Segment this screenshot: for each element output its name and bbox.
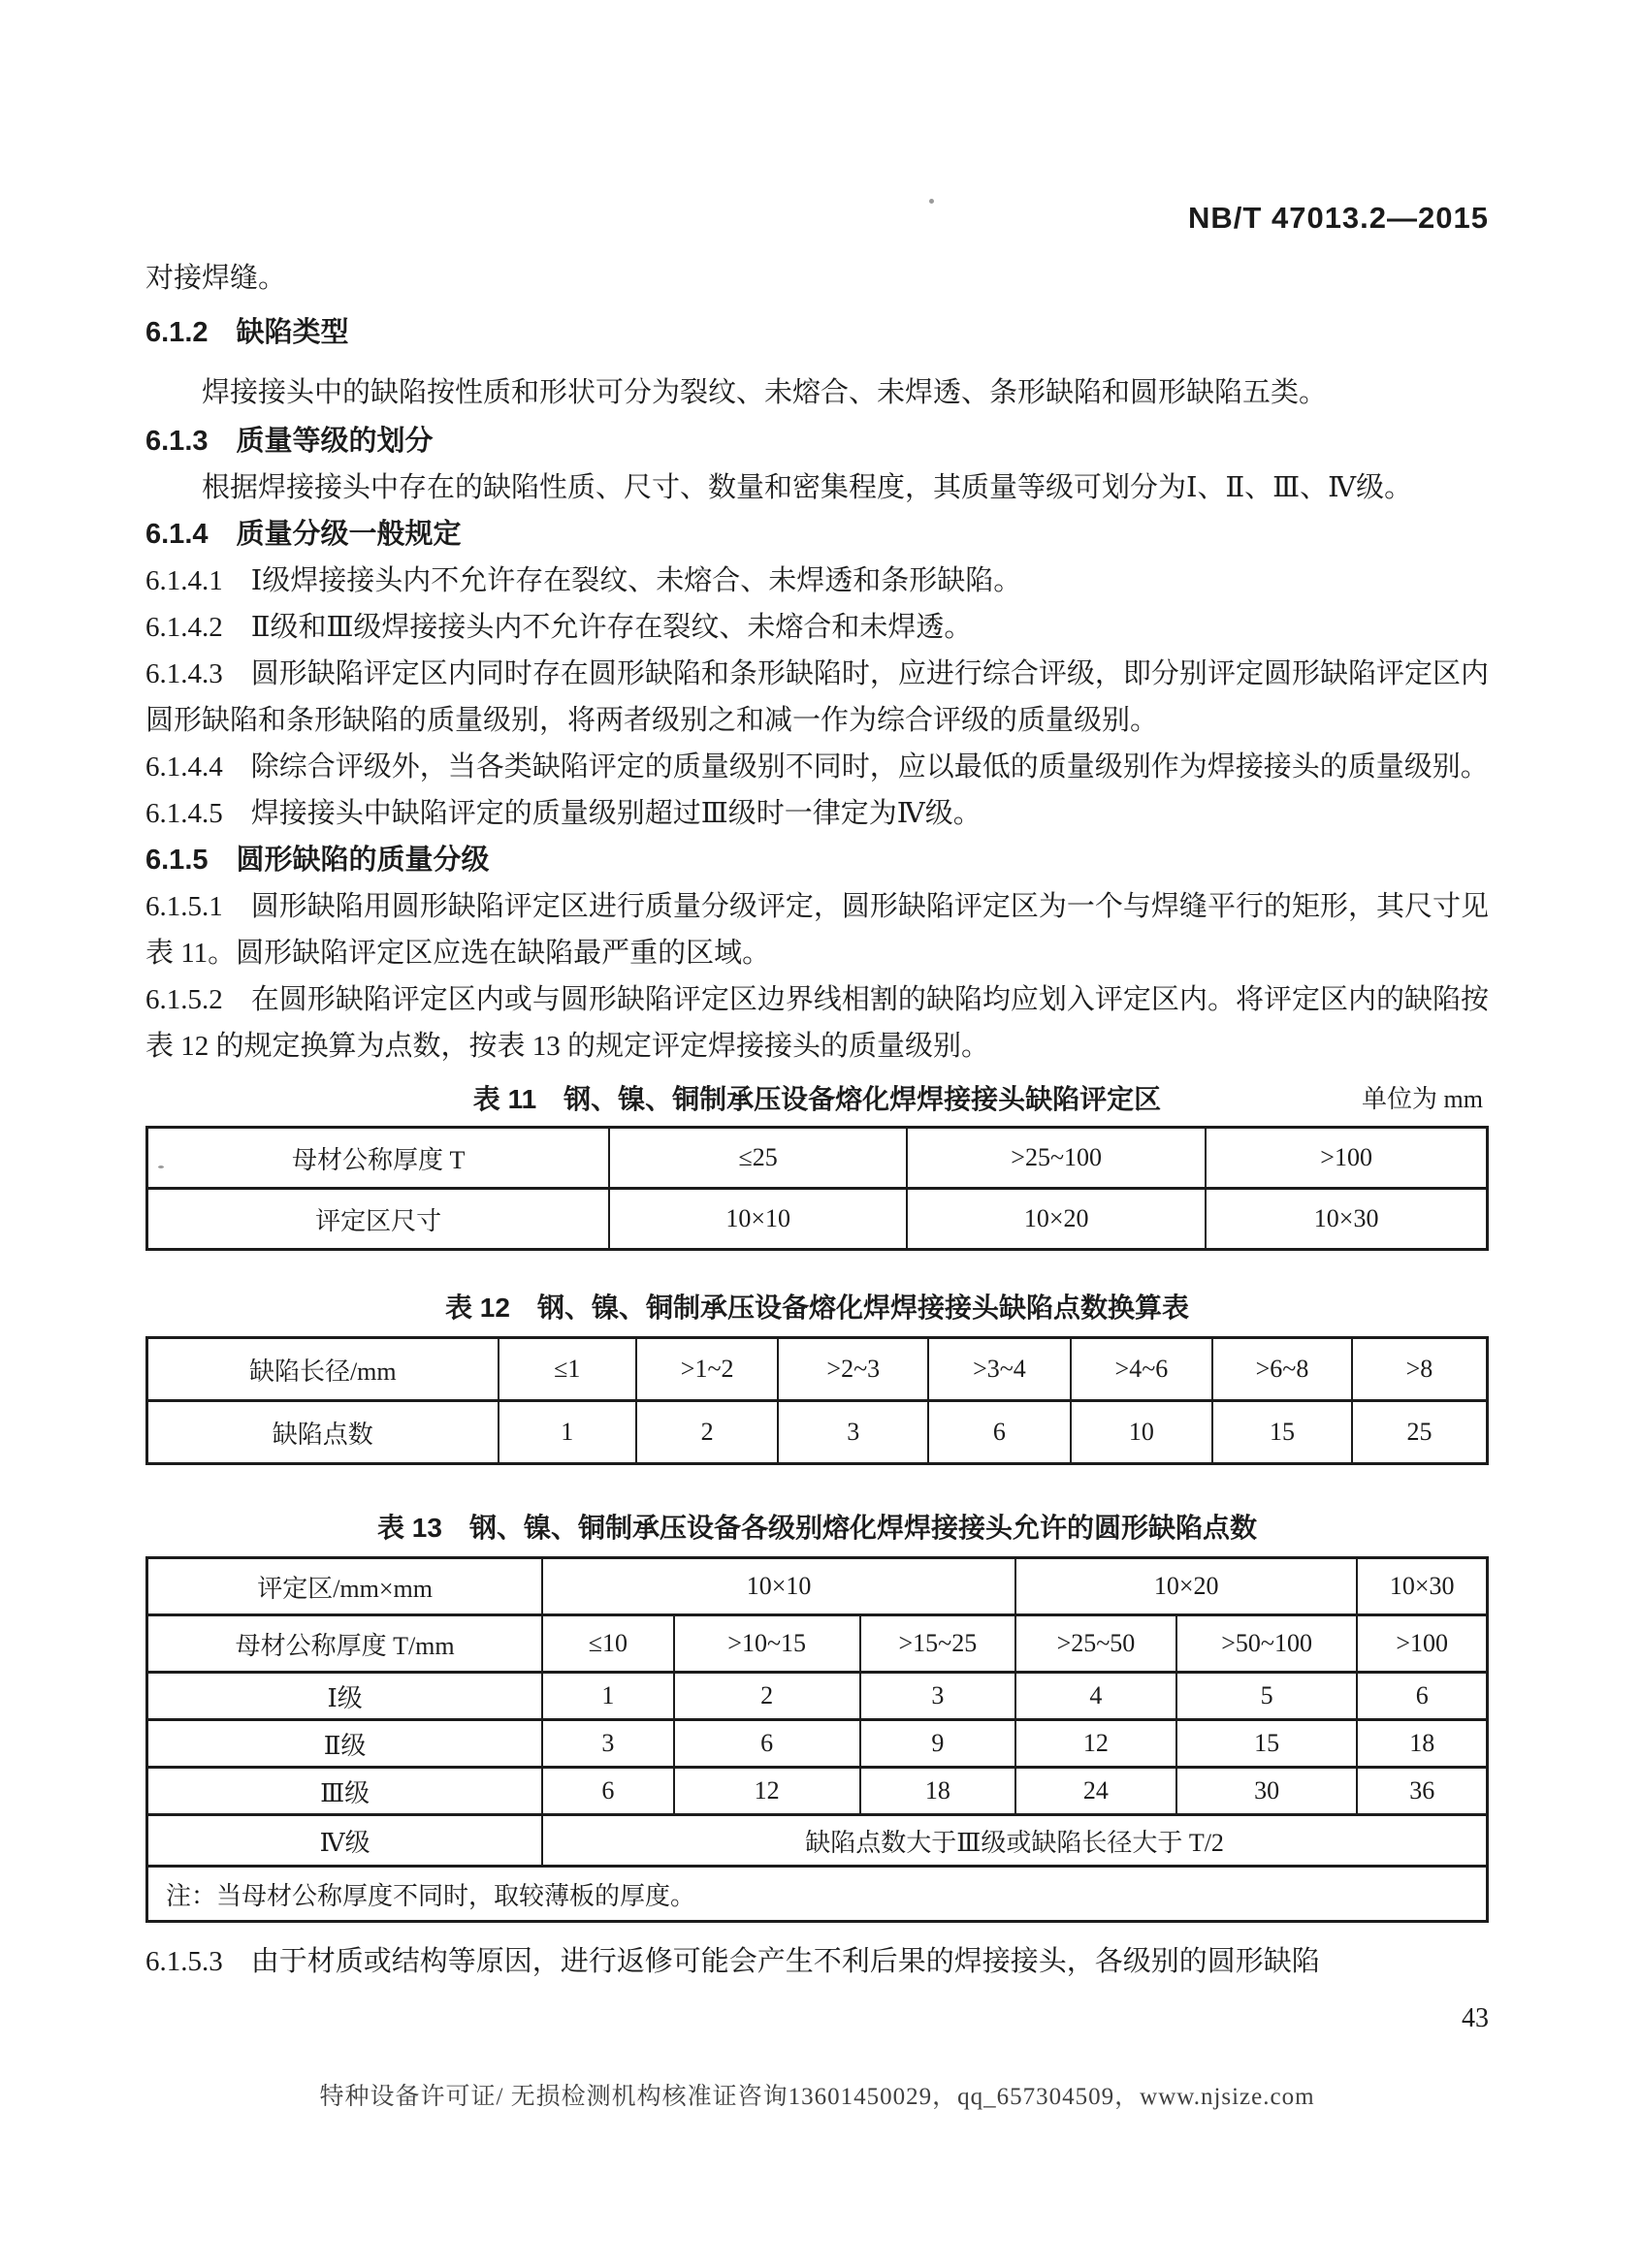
table-cell: >2~3 [778, 1338, 928, 1401]
table-row [147, 1401, 1488, 1464]
table-cell: 缺陷长径/mm [147, 1338, 499, 1401]
table13-caption: 表 13 钢、镍、铜制承压设备各级别熔化焊焊接接头允许的圆形缺陷点数 [377, 1513, 1257, 1543]
clause-6144: 6.1.4.4 除综合评级外，当各类缺陷评定的质量级别不同时，应以最低的质量级别作为焊接接头的质量级别。 [145, 751, 1489, 783]
table-row [147, 1128, 1488, 1189]
table-row [147, 1615, 1488, 1673]
table-cell: 10×10 [542, 1558, 1015, 1615]
table-cell: 10×20 [907, 1189, 1206, 1250]
table-cell: 2 [636, 1401, 778, 1464]
table-cell: 12 [674, 1768, 860, 1815]
section-heading-613: 6.1.3 质量等级的划分 [145, 426, 434, 457]
table-cell: 15 [1176, 1720, 1358, 1768]
clause-6141: 6.1.4.1 Ⅰ级焊接接头内不允许存在裂纹、未熔合、未焊透和条形缺陷。 [145, 565, 1022, 596]
table-row [147, 1768, 1488, 1815]
table-cell: ≤10 [542, 1615, 673, 1673]
clause-6143: 6.1.4.3 圆形缺陷评定区内同时存在圆形缺陷和条形缺陷时，应进行综合评级，即分别评定圆形缺陷评定区内圆形缺陷和条形缺陷的质量级别，将两者级别之和减一作为综合评级的质量级别。 [145, 658, 1489, 736]
table-cell: Ⅳ级 [147, 1815, 543, 1867]
table-cell: 3 [542, 1720, 673, 1768]
clause-6142: 6.1.4.2 Ⅱ级和Ⅲ级焊接接头内不允许存在裂纹、未熔合和未焊透。 [145, 612, 973, 643]
table-cell: >8 [1352, 1338, 1488, 1401]
table-cell: 3 [778, 1401, 928, 1464]
table-cell: 评定区/mm×mm [147, 1558, 543, 1615]
table-cell: 25 [1352, 1401, 1488, 1464]
table-cell: 24 [1015, 1768, 1176, 1815]
page-number: 43 [1462, 2003, 1489, 2033]
table-cell: 36 [1357, 1768, 1487, 1815]
table-cell: 3 [860, 1673, 1015, 1720]
table-cell: >6~8 [1212, 1338, 1352, 1401]
table-cell: 6 [542, 1768, 673, 1815]
table12 [145, 1336, 1489, 1465]
table-cell: 母材公称厚度 T [147, 1128, 610, 1189]
table11-caption-row [145, 1079, 1489, 1120]
table-cell: >50~100 [1176, 1615, 1358, 1673]
table-cell: 10×10 [609, 1189, 907, 1250]
table13 [145, 1556, 1489, 1923]
table-cell: 6 [1357, 1673, 1487, 1720]
table-cell: 18 [1357, 1720, 1487, 1768]
scan-speck [158, 1166, 164, 1168]
table-cell: 6 [928, 1401, 1070, 1464]
clause-6145: 6.1.4.5 焊接接头中缺陷评定的质量级别超过Ⅲ级时一律定为Ⅳ级。 [145, 798, 982, 829]
table-cell: 2 [674, 1673, 860, 1720]
clause-6152: 6.1.5.2 在圆形缺陷评定区内或与圆形缺陷评定区边界线相割的缺陷均应划入评定区内。将评定区内的缺陷按表 12 的规定换算为点数，按表 13 的规定评定焊接接头的质量级别。 [145, 984, 1489, 1062]
table-cell: Ⅱ级 [147, 1720, 543, 1768]
table-cell: 1 [499, 1401, 636, 1464]
table12-caption-row [145, 1288, 1489, 1328]
table-row [147, 1867, 1488, 1922]
table-cell: 6 [674, 1720, 860, 1768]
table-cell: 30 [1176, 1768, 1358, 1815]
table-cell: >1~2 [636, 1338, 778, 1401]
table-cell: 15 [1212, 1401, 1352, 1464]
table12-caption: 表 12 钢、镍、铜制承压设备熔化焊焊接接头缺陷点数换算表 [445, 1293, 1189, 1323]
section-heading-612: 6.1.2 缺陷类型 [145, 317, 349, 348]
paragraph: 根据焊接接头中存在的缺陷性质、尺寸、数量和密集程度，其质量等级可划分为Ⅰ、Ⅱ、Ⅲ、Ⅳ级。 [202, 472, 1413, 503]
table-cell: 9 [860, 1720, 1015, 1768]
table-cell: >10~15 [674, 1615, 860, 1673]
table-row [147, 1815, 1488, 1867]
table-cell: 10 [1071, 1401, 1212, 1464]
footer-watermark: 特种设备许可证/ 无损检测机构核准证咨询13601450029，qq_657304509，www.njsize.com [319, 2084, 1315, 2110]
table-cell: 10×20 [1015, 1558, 1357, 1615]
table-cell: >25~100 [907, 1128, 1206, 1189]
table11-caption: 表 11 钢、镍、铜制承压设备熔化焊焊接接头缺陷评定区 [472, 1084, 1162, 1114]
table-cell: 5 [1176, 1673, 1358, 1720]
table-cell: 10×30 [1206, 1189, 1487, 1250]
table-row [147, 1673, 1488, 1720]
table-cell: >25~50 [1015, 1615, 1176, 1673]
table-cell: 10×30 [1357, 1558, 1487, 1615]
table-cell: >100 [1357, 1615, 1487, 1673]
table-row [147, 1720, 1488, 1768]
table-cell: >15~25 [860, 1615, 1015, 1673]
paragraph: 焊接接头中的缺陷按性质和形状可分为裂纹、未熔合、未焊透、条形缺陷和圆形缺陷五类。 [202, 377, 1328, 408]
table-cell: >4~6 [1071, 1338, 1212, 1401]
standard-number: NB/T 47013.2—2015 [1188, 201, 1489, 235]
table11-unit-label: 单位为 mm [1362, 1085, 1483, 1113]
table-row [147, 1189, 1488, 1250]
table-cell: 评定区尺寸 [147, 1189, 610, 1250]
table11 [145, 1126, 1489, 1251]
table-cell: 母材公称厚度 T/mm [147, 1615, 543, 1673]
table-cell: ≤1 [499, 1338, 636, 1401]
table-cell: 1 [542, 1673, 673, 1720]
table-row [147, 1558, 1488, 1615]
clause-6151: 6.1.5.1 圆形缺陷用圆形缺陷评定区进行质量分级评定，圆形缺陷评定区为一个与焊缝平行的矩形，其尺寸见表 11。圆形缺陷评定区应选在缺陷最严重的区域。 [145, 891, 1489, 969]
table13-caption-row [145, 1508, 1489, 1549]
table-row [147, 1338, 1488, 1401]
table-cell: >100 [1206, 1128, 1487, 1189]
table-cell: 12 [1015, 1720, 1176, 1768]
table-cell: Ⅲ级 [147, 1768, 543, 1815]
section-heading-614: 6.1.4 质量分级一般规定 [145, 519, 462, 550]
table-cell: 4 [1015, 1673, 1176, 1720]
scan-speck [929, 199, 934, 204]
clause-6153: 6.1.5.3 由于材质或结构等原因，进行返修可能会产生不利后果的焊接接头，各级别的圆形缺陷 [145, 1946, 1320, 1977]
paragraph-continuation: 对接焊缝。 [145, 263, 287, 294]
table-cell: ≤25 [609, 1128, 907, 1189]
table-cell: 缺陷点数大于Ⅲ级或缺陷长径大于 T/2 [542, 1815, 1487, 1867]
section-heading-615: 6.1.5 圆形缺陷的质量分级 [145, 845, 490, 876]
table-cell: Ⅰ级 [147, 1673, 543, 1720]
table-note-cell: 注：当母材公称厚度不同时，取较薄板的厚度。 [147, 1867, 1488, 1922]
table-cell: 18 [860, 1768, 1015, 1815]
table-cell: >3~4 [928, 1338, 1070, 1401]
table-cell: 缺陷点数 [147, 1401, 499, 1464]
